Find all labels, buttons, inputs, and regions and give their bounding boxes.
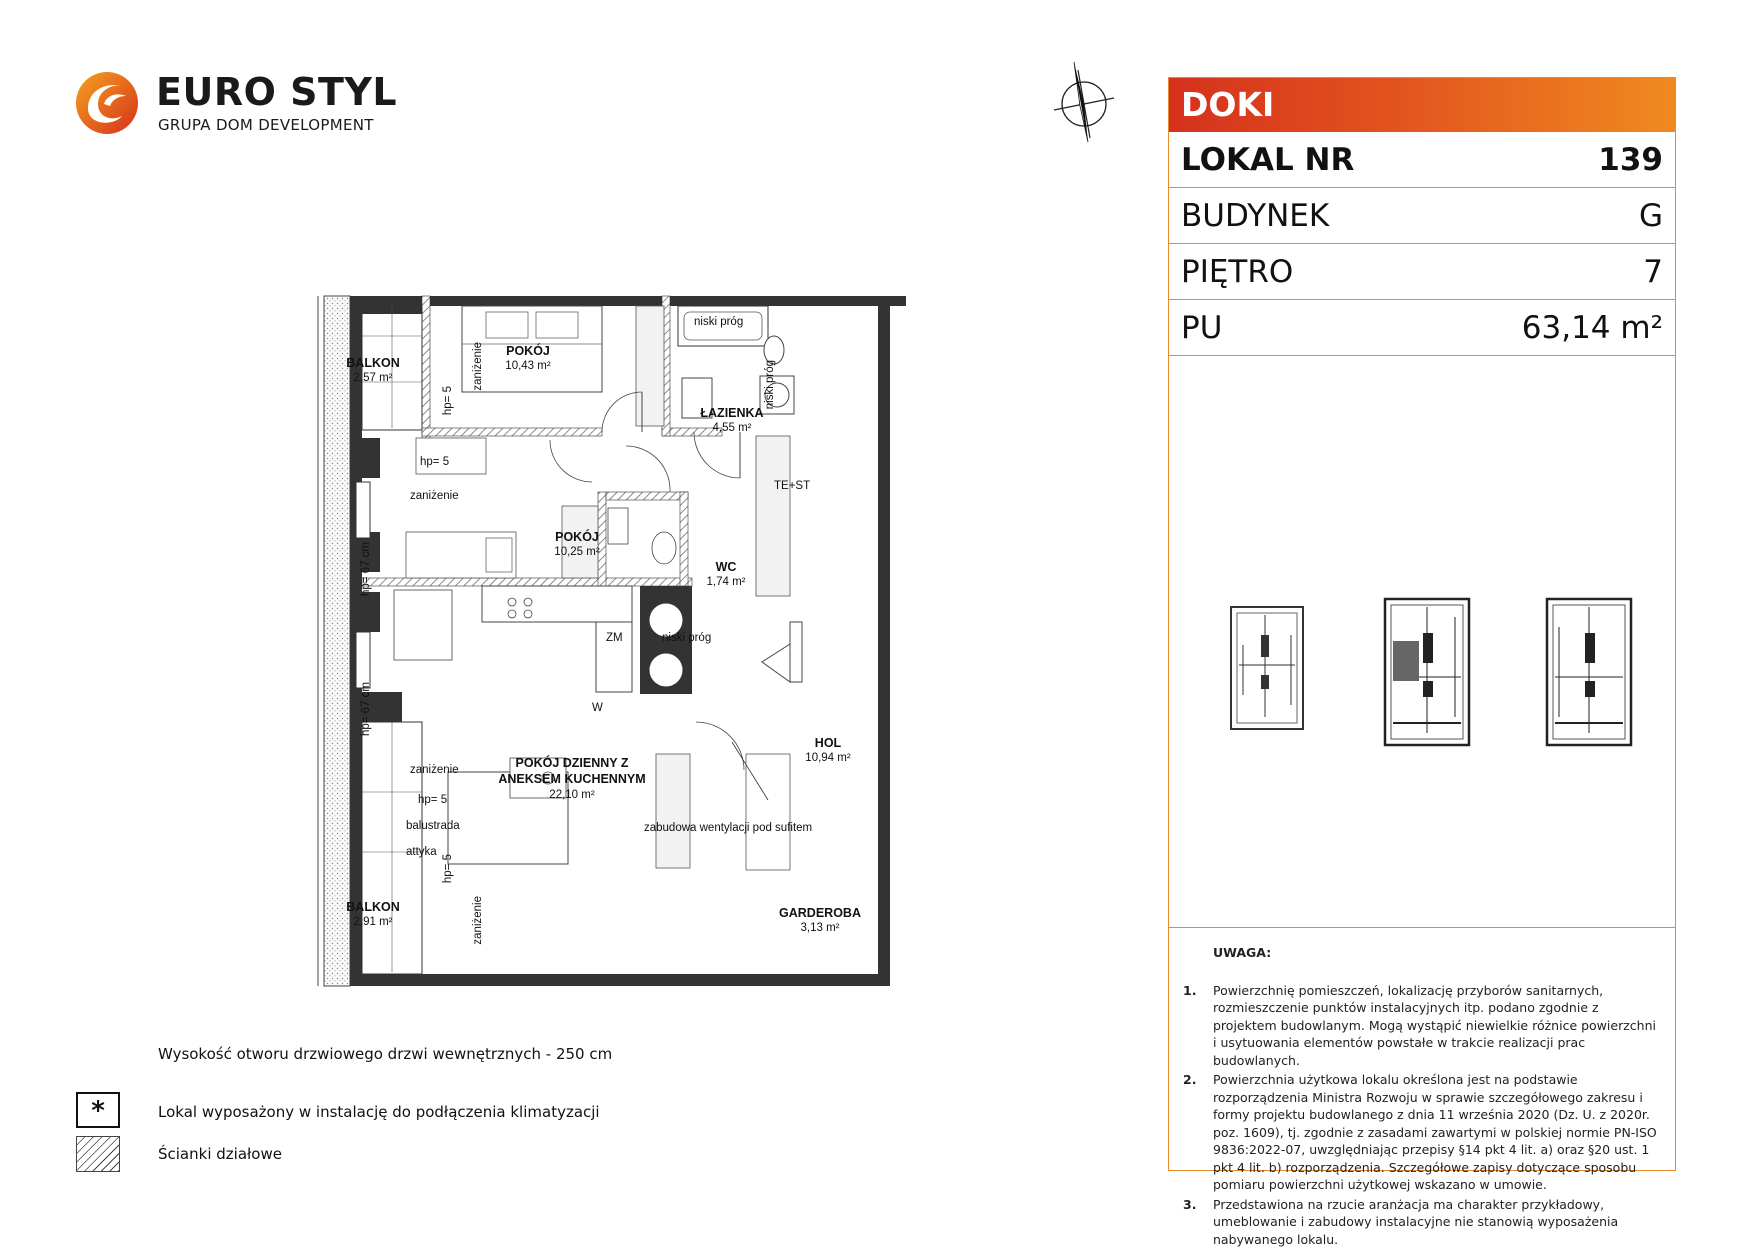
annotation-lowered-ceiling: zaniżenie [472,896,484,945]
room-area: 10,94 m² [805,752,851,764]
annotation-threshold-height: hp= 5 [442,386,454,416]
row-label: BUDYNEK [1181,197,1330,234]
north-arrow-icon [1048,58,1120,148]
note-item [1183,1071,1663,1194]
annotation-low-threshold: niski próg [694,316,744,328]
row-label: LOKAL NR [1181,141,1355,178]
note-number: 1. [1183,982,1197,998]
notes-title: UWAGA: [1213,945,1272,960]
brand-name: EURO STYL [156,70,398,114]
note-text: Przedstawiona na rzucie aranżacja ma charakter przykładowy, umeblowanie i zabudowy instalacyjne nie stanowią wyposażenia nabywanego lokalu. [1213,1196,1619,1247]
annotation-threshold-height: hp= 67 cm [360,682,372,737]
annotation-telecom: TE+ST [774,480,811,492]
room-label: ANEKSEM KUCHENNYM [498,772,646,786]
note-text: Powierzchnię pomieszczeń, lokalizację przyborów sanitarnych, rozmieszczenie punktów instalacyjnych itp. podano zgodnie z projektem budowlanym. Mogą wystąpić niewielkie różnice powierzchni i usytuowania elementów powstałe w trakcie realizacji prac budowlanych. [1213,982,1656,1068]
annotation-threshold-height: hp= 67 cm [360,542,372,597]
annotation-low-threshold: niski próg [662,632,712,644]
annotation-lowered-ceiling: zaniżenie [472,342,484,391]
annotation-threshold-height: hp= 5 [420,456,450,468]
brand-logo [74,70,398,140]
annotation-threshold-height: hp= 5 [442,854,454,884]
room-area: 4,55 m² [712,422,752,434]
building-thumbnail [1229,605,1305,731]
ac-legend-text: Lokal wyposażony w instalację do podłączenia klimatyzacji [158,1103,600,1121]
note-number: 2. [1183,1072,1197,1087]
row-floor [1169,244,1675,300]
note-item [1183,982,1663,1070]
row-area [1169,300,1675,356]
room-label: WC [715,560,737,574]
annotation-lowered-ceiling: zaniżenie [410,764,459,776]
ac-legend-symbol: * [76,1092,120,1128]
row-unit-number [1169,132,1675,188]
annotation-low-threshold: niski próg [764,360,776,410]
room-label: BALKON [346,356,400,370]
room-label: ŁAZIENKA [700,406,764,420]
row-value: 7 [1643,253,1663,290]
room-label: BALKON [346,900,400,914]
annotation-threshold-height: hp= 5 [418,794,448,806]
room-area: 1,74 m² [706,576,746,588]
building-thumbnail [1545,597,1633,747]
room-area: 10,43 m² [505,360,551,372]
annotation-ventilation: zabudowa wentylacji pod sufitem [644,822,813,834]
room-area: 22,10 m² [549,789,595,801]
room-area: 2,91 m² [353,916,393,928]
annotation-balustrade: balustrada [406,820,460,832]
notes-section [1183,944,1663,1250]
project-name: DOKI [1169,78,1675,132]
room-label: HOL [814,736,842,750]
brand-subtitle: GRUPA DOM DEVELOPMENT [158,116,374,134]
row-value: 139 [1598,141,1663,178]
room-area: 2,57 m² [353,372,393,384]
row-value: G [1638,197,1663,234]
euro-styl-logo-icon [74,70,140,136]
row-label: PIĘTRO [1181,253,1294,290]
annotation-parapet: attyka [406,846,437,858]
partition-wall-hatch-icon [76,1136,120,1172]
room-label: POKÓJ [555,530,599,544]
apartment-info-panel [1168,77,1676,1247]
note-item [1183,1196,1663,1249]
door-height-note: Wysokość otworu drzwiowego drzwi wewnętrznych - 250 cm [158,1045,613,1063]
room-label: GARDEROBA [779,906,861,920]
annotation-dishwasher: ZM [606,632,623,644]
building-thumbnails [1169,357,1675,928]
row-building [1169,188,1675,244]
note-text: Powierzchnia użytkowa lokalu określona jest na podstawie rozporządzenia Ministra Rozwoju w sprawie szczegółowego zakresu i formy projektu budowlanego z dnia 11 września 2020 (Dz. U. z 2020r. poz. 1609), tj. zgodnie z zasadami zawartymi w polskiej normie PN-ISO 9836:2022-07, uwzględniając przepisy §14 pkt 4 lit. a) oraz §20 ust. 1 pkt 4 lit. b) rozporządzenia. Szczegółowe zapisy dotyczące sposobu pomiaru powierzchni użytkowej wskazano w umowie. [1213,1072,1657,1192]
row-label: PU [1181,309,1223,346]
note-number: 3. [1183,1196,1197,1212]
room-label: POKÓJ DZIENNY Z [515,756,629,770]
room-label: POKÓJ [506,344,550,358]
building-thumbnail-highlighted [1383,597,1471,747]
row-value: 63,14 m² [1521,309,1663,346]
annotation-water: W [592,702,603,714]
partition-legend-text: Ścianki działowe [158,1145,282,1163]
room-area: 10,25 m² [554,546,600,558]
annotation-lowered-ceiling: zaniżenie [410,490,459,502]
floor-plan [316,292,906,992]
room-area: 3,13 m² [800,922,840,934]
